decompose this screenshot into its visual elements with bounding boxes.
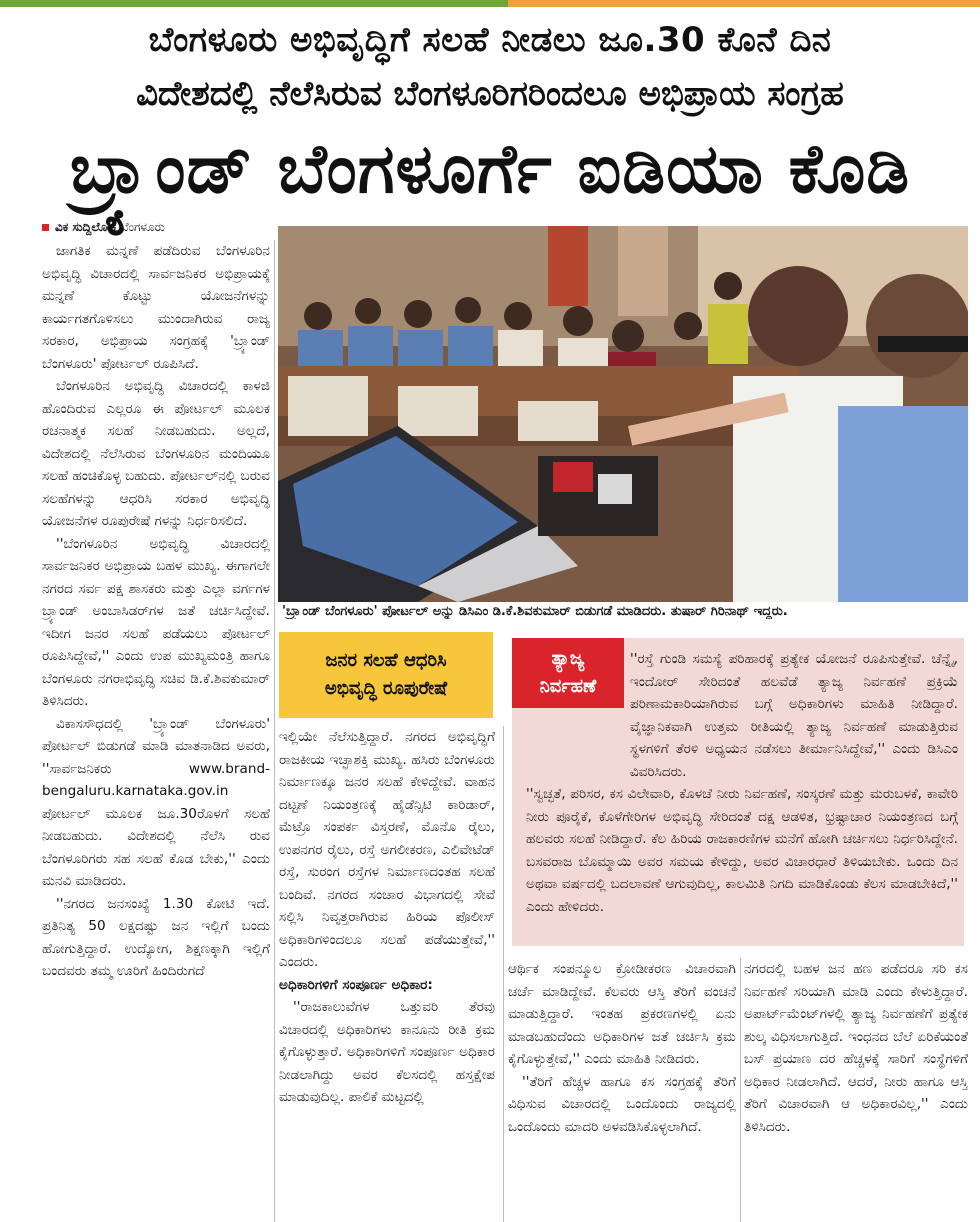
paragraph: ''ರಾಜಕಾಲುವೆಗಳ ಒತ್ತುವರಿ ತೆರವು ವಿಚಾರದಲ್ಲಿ ಅಧಿಕಾರಿಗಳು ಕಾನೂನು ರೀತಿ ಕ್ರಮ ಕೈಗೊಳ್ಳುತ್ತಾರೆ. ಅಧಿಕಾರಿಗಳಿಗೆ ಸಂಪೂರ್ಣ ಅಧಿಕಾರ ನೀಡಲಾಗಿದ್ದು ಅವರ ಕೆಲಸದಲ್ಲಿ ಹಸ್ತಕ್ಷೇಪ ಮಾಡುವುದಿಲ್ಲ. ಪಾಲಿಕೆ ಮಟ್ಟದಲ್ಲಿ <box>279 999 495 1105</box>
headline: ಬ್ರ್ಯಾಂಡ್ ಬೆಂಗಳೂರ್ಗೆ ಐಡಿಯಾ ಕೊಡಿ <box>69 130 911 209</box>
paragraph: ''ಸ್ವಚ್ಛತೆ, ಪರಿಸರ, ಕಸ ವಿಲೇವಾರಿ, ಕೊಳಚೆ ನೀರು ನಿರ್ವಹಣೆ, ಸಂಸ್ಕರಣೆ ಮತ್ತು ಮರುಬಳಕೆ, ಕಾವೇರಿ ನೀರು ಪೂರೈಕೆ, ಕೊಳೆಗೇರಿಗಳ ಅಭಿವೃದ್ಧಿ ಸೇರಿದಂತೆ ದಕ್ಷ ಆಡಳಿತ, ಭ್ರಷ್ಟಾಚಾರ ನಿಯಂತ್ರಣದ ಬಗ್ಗೆ ಹಲವರು ಸಲಹೆ ನೀಡಿದ್ದಾರೆ. ಕೆಲ ಹಿರಿಯ ರಾಜಕಾರಣಿಗಳ ಮನೆಗೆ ಹೋಗಿ ಚರ್ಚಿಸಲು ನಿರ್ಧರಿಸಿದ್ದೇನೆ. ಬಸವರಾಜ ಬೊಮ್ಮಾಯಿ ಅವರ ಸಮಯ ಕೇಳಿದ್ದು, ಅವರ ವಿಚಾರಧಾರೆ ತಿಳಿಯಬೇಕು. ಒಂದು ದಿನ ಅಥವಾ ವರ್ಷದಲ್ಲಿ ಬದಲಾವಣೆ ಆಗುವುದಿಲ್ಲ, ಕಾಲಮಿತಿ ನಿಗದಿ ಮಾಡಿಕೊಂಡು ಕೆಲಸ ಮಾಡಬೇಕಿದೆ,'' ಎಂದು ಹೇಳಿದರು. <box>526 786 958 915</box>
subhead-line-1: ಜನರ ಸಲಹೆ ಆಧರಿಸಿ <box>325 650 447 671</box>
article-column-3 <box>508 958 736 1222</box>
photo-illustration <box>278 226 968 602</box>
subhead-line-2: ಅಭಿವೃದ್ಧಿ ರೂಪುರೇಷೆ <box>324 678 448 699</box>
column-divider <box>740 958 741 1222</box>
photo-caption: 'ಬ್ರ್ಯಾಂಡ್ ಬೆಂಗಳೂರು' ಪೋರ್ಟಲ್ ಅನ್ನು ಡಿಸಿಎಂ ಡಿ.ಕೆ.ಶಿವಕುಮಾರ್ ಬಿಡುಗಡೆ ಮಾಡಿದರು. ತುಷಾರ್ ಗಿರಿನಾಥ್ ಇದ್ದರು. <box>282 604 788 619</box>
sidebar-box-text <box>526 648 958 918</box>
top-bar-green <box>0 0 508 7</box>
news-photo <box>278 226 968 602</box>
paragraph: ''ನಗರದ ಜನಸಂಖ್ಯೆ 1.30 ಕೋಟಿ ಇದೆ. ಪ್ರತಿನಿತ್ಯ 50 ಲಕ್ಷದಷ್ಟು ಜನ ಇಲ್ಲಿಗೆ ಬಂದು ಹೋಗುತ್ತಿದ್ದಾರೆ. ಉದ್ಯೋಗ, ಶಿಕ್ಷಣಕ್ಕಾಗಿ ಇಲ್ಲಿಗೆ ಬಂದವರು ತಮ್ಮ ಊರಿಗೆ ಹಿಂದಿರುಗದೆ <box>42 895 270 979</box>
paragraph: ''ತೆರಿಗೆ ಹೆಚ್ಚಳ ಹಾಗೂ ಕಸ ಸಂಗ್ರಹಕ್ಕೆ ತೆರಿಗೆ ವಿಧಿಸುವ ವಿಚಾರದಲ್ಲಿ ಒಂದೊಂದು ರಾಜ್ಯದಲ್ಲಿ ಒಂದೊಂದು ಮಾದರಿ ಅಳವಡಿಸಿಕೊಳ್ಳಲಾಗಿದೆ. <box>508 1073 736 1135</box>
top-color-bar <box>0 0 980 7</box>
box-label-line-2: ನಿರ್ವಹಣೆ <box>539 676 597 697</box>
paragraph: ಬೆಂಗಳೂರಿನ ಅಭಿವೃದ್ಧಿ ವಿಚಾರದಲ್ಲಿ ಕಾಳಜಿ ಹೊಂದಿರುವ ಎಲ್ಲರೂ ಈ ಪೋರ್ಟಲ್ ಮೂಲಕ ರಚನಾತ್ಮಕ ಸಲಹೆ ನೀಡಬಹುದು. ಅಲ್ಲದೆ, ವಿದೇಶದಲ್ಲಿ ನೆಲೆಸಿರುವ ಬೆಂಗಳೂರಿನ ಮಂದಿಯೂ ಸಲಹೆ ಹಂಚಿಕೊಳ್ಳ ಬಹುದು. ಪೋರ್ಟಲ್‌ನಲ್ಲಿ ಬರುವ ಸಲಹೆಗಳನ್ನು ಆಧರಿಸಿ ಸರಕಾರ ಅಭಿವೃದ್ಧಿ ಯೋಜನೆಗಳ ರೂಪುರೇಷೆ ಗಳನ್ನು ನಿರ್ಧರಿಸಲಿದೆ. <box>42 378 270 529</box>
paragraph: ವಿಕಾಸಸೌಧದಲ್ಲಿ 'ಬ್ರ್ಯಾಂಡ್ ಬೆಂಗಳೂರು' ಪೋರ್ಟಲ್ ಬಿಡುಗಡೆ ಮಾಡಿ ಮಾತನಾಡಿದ ಅವರು, ''ಸಾರ್ವಜನಿಕರು www.brand-bengaluru.karnataka.gov.in ಪೋರ್ಟಲ್ ಮೂಲಕ ಜೂ.30ರೊಳಗೆ ಸಲಹೆ ನೀಡಬಹುದು. ವಿದೇಶದಲ್ಲಿ ನೆಲೆಸಿ ರುವ ಬೆಂಗಳೂರಿಗರು ಸಹ ಸಲಹೆ ಕೊಡ ಬೇಕು,'' ಎಂದು ಮನವಿ ಮಾಡಿದರು. <box>42 715 270 889</box>
paragraph: ''ರಸ್ತೆ ಗುಂಡಿ ಸಮಸ್ಯೆ ಪರಿಹಾರಕ್ಕೆ ಪ್ರತ್ಯೇಕ ಯೋಜನೆ ರೂಪಿಸುತ್ತೇವೆ. ಚೆನ್ನೈ, ಇಂದೋರ್ ಸೇರಿದಂತೆ ಹಲವೆಡೆ ತ್ಯಾಜ್ಯ ನಿರ್ವಹಣೆ ಪ್ರಕ್ರಿಯೆ ಪರಿಣಾಮಕಾರಿಯಾಗಿರುವ ಬಗ್ಗೆ ಅಧಿಕಾರಿಗಳು ಮಾಹಿತಿ ನೀಡಿದ್ದಾರೆ. ವೈಜ್ಞಾನಿಕವಾಗಿ ಉತ್ತಮ ರೀತಿಯಲ್ಲಿ ತ್ಯಾಜ್ಯ ನಿರ್ವಹಣೆ ಮಾಡುತ್ತಿರುವ ಸ್ಥಳಗಳಿಗೆ ತೆರಳಿ ಅಧ್ಯಯನ ನಡೆಸಲು ತೀರ್ಮಾನಿಸಿದ್ದೇವೆ,'' ಎಂದು ಡಿಸಿಎಂ ವಿವರಿಸಿದರು. <box>630 651 958 780</box>
paragraph: ''ಬೆಂಗಳೂರಿನ ಅಭಿವೃದ್ಧಿ ವಿಚಾರದಲ್ಲಿ ಸಾರ್ವಜನಿಕರ ಅಭಿಪ್ರಾಯ ಬಹಳ ಮುಖ್ಯ. ಈಗಾಗಲೇ ನಗರದ ಸರ್ವ ಪಕ್ಷ ಶಾಸಕರು ಮತ್ತು ಎಲ್ಲಾ ವರ್ಗಗಳ ಬ್ರ್ಯಾಂಡ್ ಅಂಬಾಸಿಡರ್‌ಗಳ ಜತೆ ಚರ್ಚಿಸಿದ್ದೇವೆ. ಇದೀಗ ಜನರ ಸಲಹೆ ಪಡೆಯಲು ಪೋರ್ಟಲ್ ರೂಪಿಸಿದ್ದೇವೆ,'' ಎಂದು ಉಪ ಮುಖ್ಯಮಂತ್ರಿ ಹಾಗೂ ಬೆಂಗಳೂರು ನಗರಾಭಿವೃದ್ಧಿ ಸಚಿವ ಡಿ.ಕೆ.ಶಿವಕುಮಾರ್ ತಿಳಿಸಿದರು. <box>42 535 270 709</box>
column-divider <box>274 240 275 1222</box>
paragraph: ನಗರದಲ್ಲಿ ಬಹಳ ಜನ ಹಣ ಪಡೆದರೂ ಸರಿ ಕಸ ನಿರ್ವಹಣೆ ಸರಿಯಾಗಿ ಮಾಡಿ ಎಂದು ಕೇಳುತ್ತಿದ್ದಾರೆ. ಅಪಾರ್ಟ್‌ಮೆಂಟ್‌ಗಳಲ್ಲಿ ತ್ಯಾಜ್ಯ ನಿರ್ವಹಣೆಗೆ ಪ್ರತ್ಯೇಕ ಶುಲ್ಕ ವಿಧಿಸಲಾಗುತ್ತಿದೆ. ಇಂಧನದ ಬೆಲೆ ಏರಿಕೆಯಂತೆ ಬಸ್ ಪ್ರಯಾಣ ದರ ಹೆಚ್ಚಳಕ್ಕೆ ಸಾರಿಗೆ ಸಂಸ್ಥೆಗಳಿಗೆ ಅಧಿಕಾರ ನೀಡಲಾಗಿದೆ. ಆದರೆ, ನೀರು ಹಾಗೂ ಆಸ್ತಿ ತೆರಿಗೆ ವಿಚಾರವಾಗಿ ಆ ಅಧಿಕಾರವಿಲ್ಲ,'' ಎಂದು ತಿಳಿಸಿದರು. <box>744 961 968 1135</box>
box-label-line-1: ತ್ಯಾಜ್ಯ <box>551 648 585 669</box>
byline-place: ಬೆಂಗಳೂರು <box>119 220 165 234</box>
kicker-line-1: ಬೆಂಗಳೂರು ಅಭಿವೃದ್ಧಿಗೆ ಸಲಹೆ ನೀಡಲು ಜೂ.30 ಕೊನೆ ದಿನ <box>148 20 832 60</box>
article-column-1 <box>42 240 270 1222</box>
byline <box>42 220 165 235</box>
byline-square-icon <box>42 224 49 231</box>
paragraph: ಇಲ್ಲಿಯೇ ನೆಲೆಸುತ್ತಿದ್ದಾರೆ. ನಗರದ ಅಭಿವೃದ್ಧಿಗೆ ರಾಜಕೀಯ ಇಚ್ಛಾಶಕ್ತಿ ಮುಖ್ಯ. ಹಸಿರು ಬೆಂಗಳೂರು ನಿರ್ಮಾಣಕ್ಕೂ ಜನರ ಸಲಹೆ ಕೇಳಿದ್ದೇವೆ. ವಾಹನ ದಟ್ಟಣೆ ನಿಯಂತ್ರಣಕ್ಕೆ ಹೈಡೆನ್ಸಿಟಿ ಕಾರಿಡಾರ್, ಮೆಟ್ರೊ ಸಂಪರ್ಕ ವಿಸ್ತರಣೆ, ಮೊನೊ ರೈಲು, ಉಪನಗರ ರೈಲು, ರಸ್ತೆ ಅಗಲೀಕರಣ, ಎಲಿವೇಟೆಡ್ ರಸ್ತೆ, ಸುರಂಗ ರಸ್ತೆಗಳ ನಿರ್ಮಾಣದಂತಹ ಸಲಹೆ ಬಂದಿವೆ. ನಗರದ ಸಂಚಾರ ವಿಭಾಗದಲ್ಲಿ ಸೇವೆ ಸಲ್ಲಿಸಿ ನಿವೃತ್ತರಾಗಿರುವ ಹಿರಿಯ ಪೊಲೀಸ್ ಅಧಿಕಾರಿಗಳಿಂದಲೂ ಸಲಹೆ ಪಡೆಯುತ್ತೇವೆ,'' ಎಂದರು. <box>279 729 495 970</box>
subhead-box <box>279 632 493 718</box>
article-column-2 <box>279 726 495 1222</box>
paragraph: ಜಾಗತಿಕ ಮನ್ನಣೆ ಪಡೆದಿರುವ ಬೆಂಗಳೂರಿನ ಅಭಿವೃದ್ಧಿ ವಿಚಾರದಲ್ಲಿ ಸಾರ್ವಜನಿಕರ ಅಭಿಪ್ರಾಯಕ್ಕೆ ಮನ್ನಣೆ ಕೊಟ್ಟು ಯೋಜನೆಗಳನ್ನು ಕಾರ್ಯಗತಗೊಳಿಸಲು ಮುಂದಾಗಿರುವ ರಾಜ್ಯ ಸರಕಾರ, ಅಭಿಪ್ರಾಯ ಸಂಗ್ರಹಕ್ಕೆ 'ಬ್ರ್ಯಾಂಡ್ ಬೆಂಗಳೂರು' ಪೋರ್ಟಲ್ ರೂಪಿಸಿದೆ. <box>42 243 270 372</box>
top-bar-orange <box>508 0 980 7</box>
byline-source: ವಿಕ ಸುದ್ದಿಲೋಕ <box>55 220 117 234</box>
inline-subhead: ಅಧಿಕಾರಿಗಳಿಗೆ ಸಂಪೂರ್ಣ ಅಧಿಕಾರ: <box>279 976 433 993</box>
article-column-4 <box>744 958 968 1222</box>
paragraph: ಆರ್ಥಿಕ ಸಂಪನ್ಮೂಲ ಕ್ರೋಡೀಕರಣ ವಿಚಾರವಾಗಿ ಚರ್ಚೆ ಮಾಡಿದ್ದೇವೆ. ಕೆಲವರು ಆಸ್ತಿ ತೆರಿಗೆ ವಂಚನೆ ಮಾಡುತ್ತಿದ್ದಾರೆ. ಇಂತಹ ಪ್ರಕರಣಗಳಲ್ಲಿ ಏನು ಮಾಡಬಹುದೆಂದು ಅಧಿಕಾರಿಗಳ ಜತೆ ಚರ್ಚಿಸಿ ಕ್ರಮ ಕೈಗೊಳ್ಳುತ್ತೇವೆ,'' ಎಂದು ಮಾಹಿತಿ ನೀಡಿದರು. <box>508 961 736 1067</box>
column-divider <box>503 726 504 1222</box>
kicker-line-2: ವಿದೇಶದಲ್ಲಿ ನೆಲೆಸಿರುವ ಬೆಂಗಳೂರಿಗರಿಂದಲೂ ಅಭಿಪ್ರಾಯ ಸಂಗ್ರಹ <box>136 74 844 114</box>
